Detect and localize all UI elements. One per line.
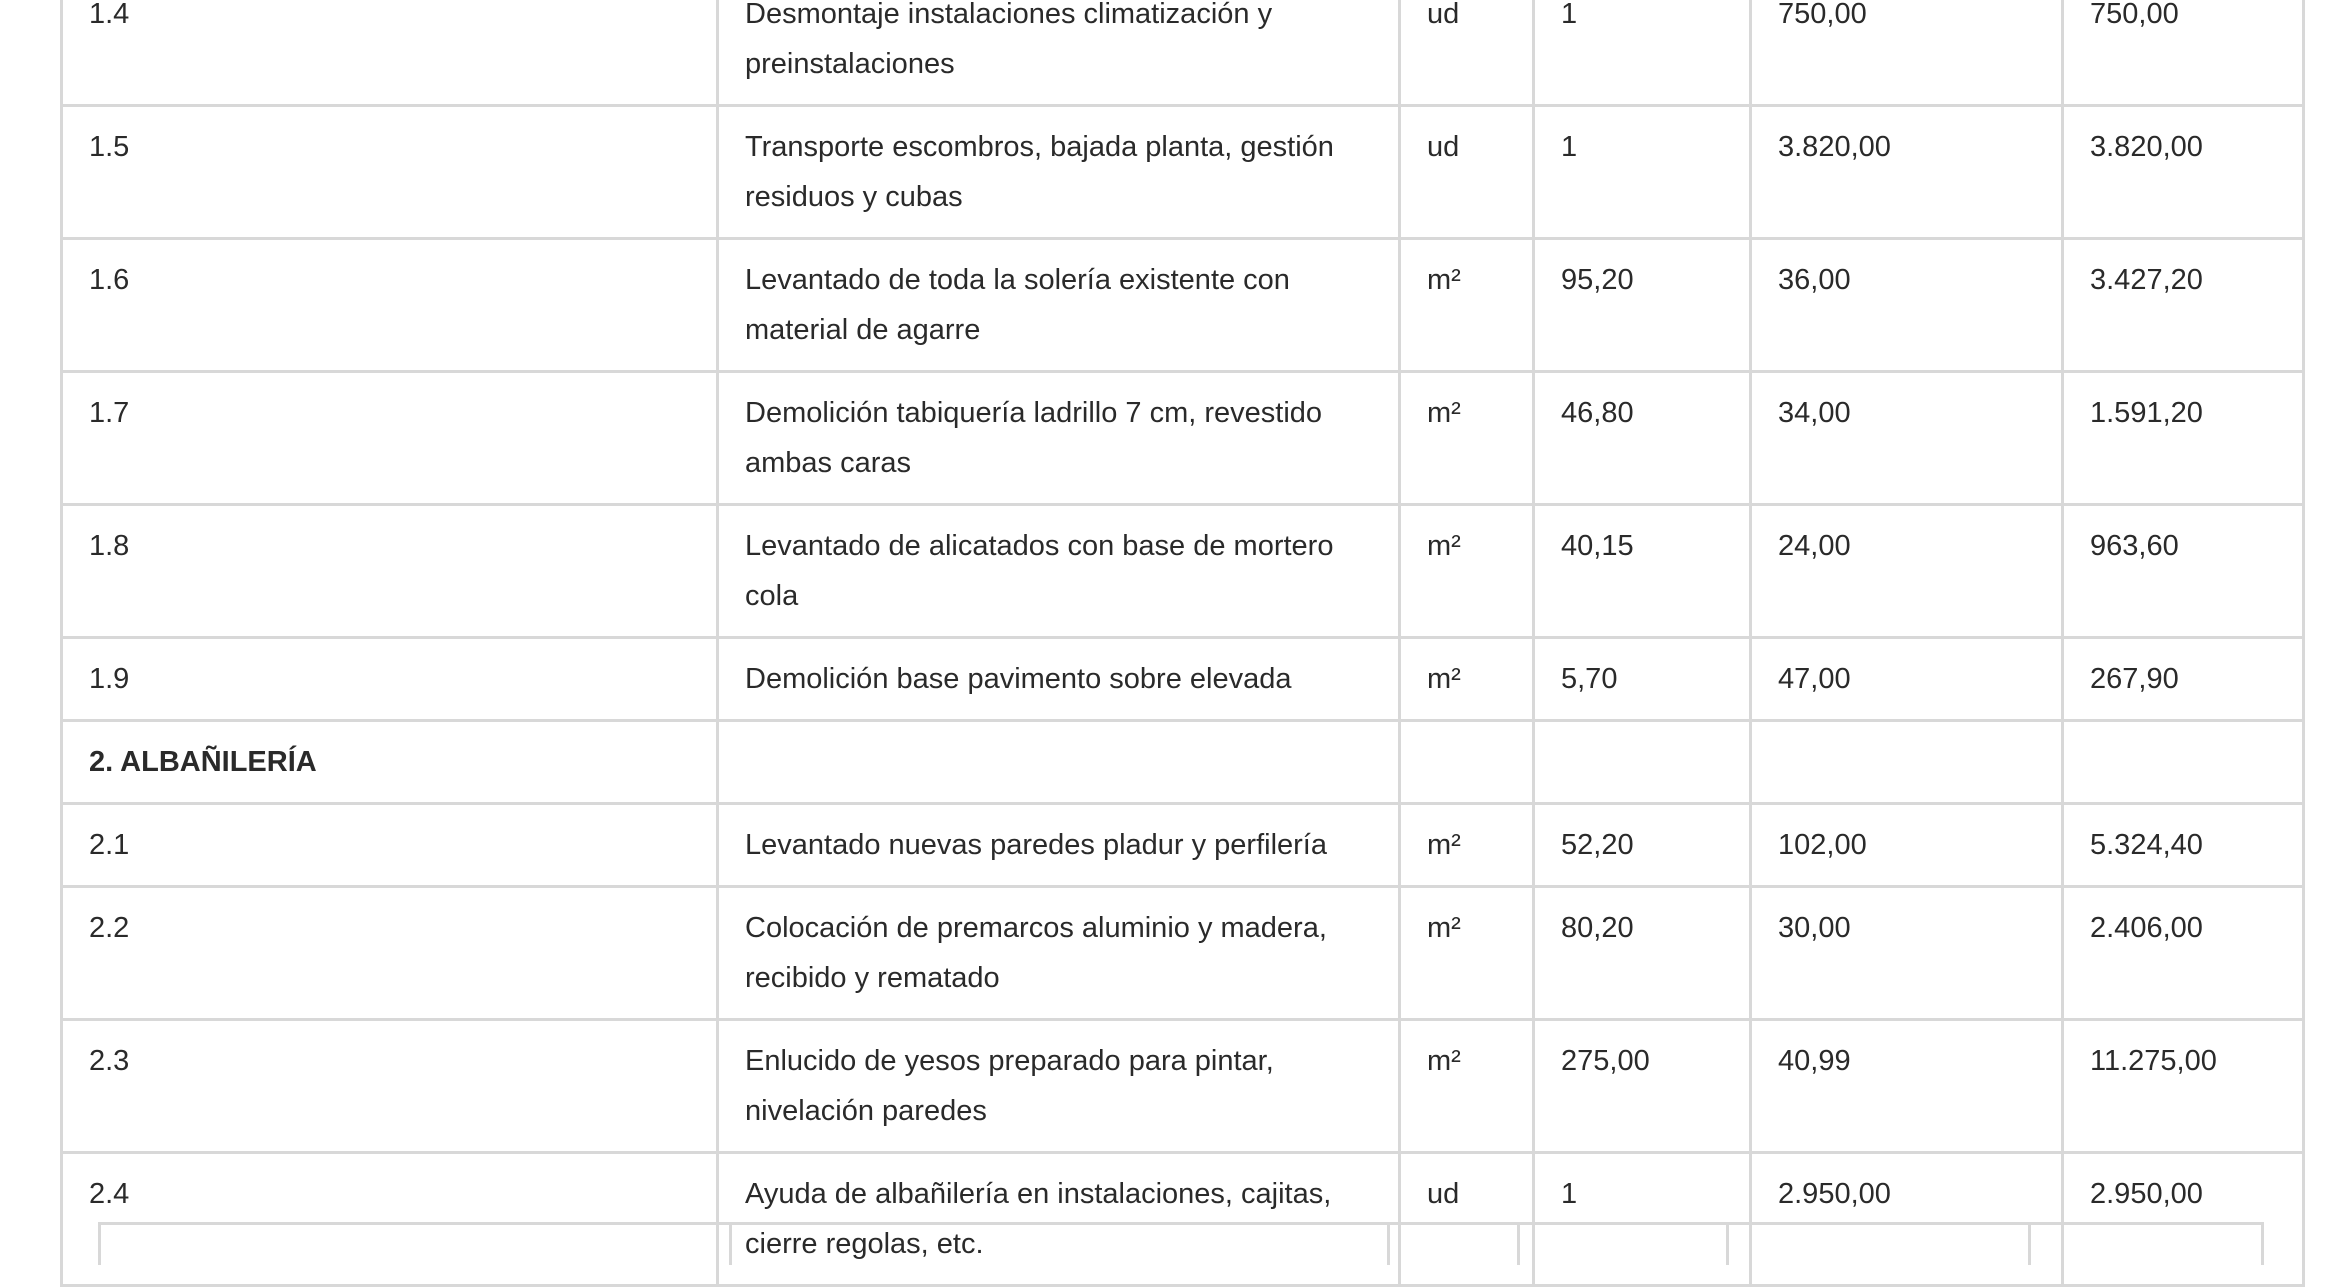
- budget-table: [60, 0, 2305, 1287]
- item-code-cell: 2.1: [62, 804, 718, 887]
- budget-table-body: [62, 0, 2304, 1286]
- item-code-cell: 1.5: [62, 106, 718, 239]
- item-total-cell: 1.591,20: [2063, 372, 2304, 505]
- item-description-cell: Demolición base pavimento sobre elevada: [718, 638, 1400, 721]
- item-total-cell: 750,00: [2063, 0, 2304, 106]
- item-quantity-cell: 46,80: [1534, 372, 1751, 505]
- item-unit-price-cell: 750,00: [1751, 0, 2063, 106]
- item-description-cell: Ayuda de albañilería en instalaciones, cajitas, cierre regolas, etc.: [718, 1153, 1400, 1286]
- item-unit-price-cell: 47,00: [1751, 638, 2063, 721]
- section-header-row: [62, 721, 2304, 804]
- item-quantity-cell: 40,15: [1534, 505, 1751, 638]
- item-quantity-cell: [1534, 721, 1751, 804]
- item-total-cell: 11.275,00: [2063, 1020, 2304, 1153]
- item-quantity-cell: 80,20: [1534, 887, 1751, 1020]
- item-unit-cell: m²: [1400, 505, 1534, 638]
- item-unit-price-cell: 2.950,00: [1751, 1153, 2063, 1286]
- item-unit-cell: ud: [1400, 1153, 1534, 1286]
- item-unit-price-cell: 34,00: [1751, 372, 2063, 505]
- table-row: [62, 887, 2304, 1020]
- item-unit-price-cell: 24,00: [1751, 505, 2063, 638]
- item-description-cell: Desmontaje instalaciones climatización y preinstalaciones: [718, 0, 1400, 106]
- item-quantity-cell: 1: [1534, 1153, 1751, 1286]
- table-row: [62, 1153, 2304, 1286]
- item-unit-cell: m²: [1400, 887, 1534, 1020]
- table-row: [62, 239, 2304, 372]
- item-total-cell: 267,90: [2063, 638, 2304, 721]
- item-unit-cell: m²: [1400, 804, 1534, 887]
- item-quantity-cell: 5,70: [1534, 638, 1751, 721]
- item-code-cell: 1.8: [62, 505, 718, 638]
- table-row: [62, 804, 2304, 887]
- item-code-cell: 1.6: [62, 239, 718, 372]
- table-row: [62, 1020, 2304, 1153]
- item-unit-cell: m²: [1400, 239, 1534, 372]
- item-code-cell: 2.3: [62, 1020, 718, 1153]
- item-description-cell: Demolición tabiquería ladrillo 7 cm, revestido ambas caras: [718, 372, 1400, 505]
- item-unit-price-cell: 40,99: [1751, 1020, 2063, 1153]
- item-code-cell: 1.4: [62, 0, 718, 106]
- section-title: 2. ALBAÑILERÍA: [62, 721, 718, 804]
- item-total-cell: 2.406,00: [2063, 887, 2304, 1020]
- item-total-cell: 3.427,20: [2063, 239, 2304, 372]
- item-quantity-cell: 1: [1534, 0, 1751, 106]
- item-unit-cell: [1400, 721, 1534, 804]
- table-row: [62, 638, 2304, 721]
- item-unit-cell: ud: [1400, 106, 1534, 239]
- item-description-cell: Transporte escombros, bajada planta, gestión residuos y cubas: [718, 106, 1400, 239]
- table-row: [62, 505, 2304, 638]
- item-unit-cell: m²: [1400, 638, 1534, 721]
- item-description-cell: Levantado de alicatados con base de mortero cola: [718, 505, 1400, 638]
- item-unit-cell: m²: [1400, 1020, 1534, 1153]
- table-row: [62, 106, 2304, 239]
- table-row: [62, 372, 2304, 505]
- item-description-cell: [718, 721, 1400, 804]
- item-quantity-cell: 52,20: [1534, 804, 1751, 887]
- item-quantity-cell: 1: [1534, 106, 1751, 239]
- item-description-cell: Levantado de toda la solería existente con material de agarre: [718, 239, 1400, 372]
- item-total-cell: [2063, 721, 2304, 804]
- item-total-cell: 5.324,40: [2063, 804, 2304, 887]
- table-row: [62, 0, 2304, 106]
- item-description-cell: Enlucido de yesos preparado para pintar, nivelación paredes: [718, 1020, 1400, 1153]
- item-quantity-cell: 275,00: [1534, 1020, 1751, 1153]
- item-code-cell: 2.2: [62, 887, 718, 1020]
- item-unit-price-cell: 30,00: [1751, 887, 2063, 1020]
- item-total-cell: 3.820,00: [2063, 106, 2304, 239]
- item-code-cell: 1.7: [62, 372, 718, 505]
- item-unit-price-cell: [1751, 721, 2063, 804]
- item-code-cell: 2.4: [62, 1153, 718, 1286]
- item-unit-price-cell: 3.820,00: [1751, 106, 2063, 239]
- next-table-top-edge: [98, 1222, 2264, 1265]
- item-unit-price-cell: 36,00: [1751, 239, 2063, 372]
- item-unit-price-cell: 102,00: [1751, 804, 2063, 887]
- item-code-cell: 1.9: [62, 638, 718, 721]
- item-quantity-cell: 95,20: [1534, 239, 1751, 372]
- item-description-cell: Levantado nuevas paredes pladur y perfilería: [718, 804, 1400, 887]
- item-description-cell: Colocación de premarcos aluminio y madera, recibido y rematado: [718, 887, 1400, 1020]
- item-unit-cell: ud: [1400, 0, 1534, 106]
- item-total-cell: 963,60: [2063, 505, 2304, 638]
- item-total-cell: 2.950,00: [2063, 1153, 2304, 1286]
- item-unit-cell: m²: [1400, 372, 1534, 505]
